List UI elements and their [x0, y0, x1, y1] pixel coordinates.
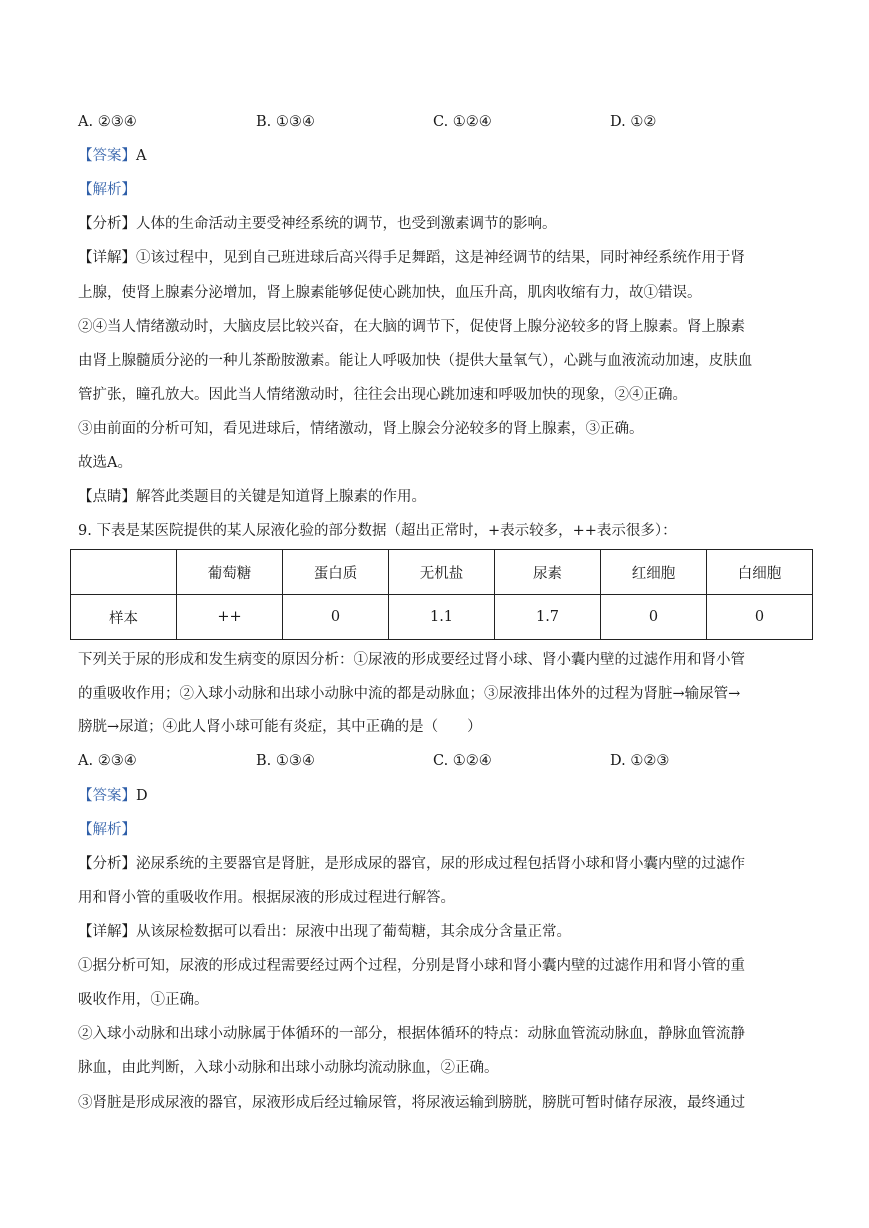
q8-xiangjie-line-1: 上腺，使肾上腺素分泌增加，肾上腺素能够促使心跳加快，血压升高，肌肉收缩有力，故①错误。 — [78, 285, 702, 301]
dianjing-text: 解答此类题目的关键是知道肾上腺素的作用。 — [136, 489, 426, 505]
table-cell: 0 — [283, 595, 389, 640]
q8-analysis-heading — [78, 180, 136, 200]
table-cell: 0 — [707, 595, 813, 640]
answer-value: D — [136, 788, 148, 804]
table-header-cell — [71, 550, 177, 595]
q8-xiangjie-line-0 — [78, 248, 745, 268]
q9-option-b: B. ①③④ — [256, 753, 315, 769]
q9-xiangjie-first — [78, 922, 571, 942]
table-cell: ++ — [177, 595, 283, 640]
fenxi-tag: 【分析】 — [78, 856, 136, 872]
fenxi-text: 人体的生命活动主要受神经系统的调节，也受到激素调节的影响。 — [136, 216, 557, 232]
table-cell: 1.7 — [495, 595, 601, 640]
table-header-cell: 白细胞 — [707, 550, 813, 595]
table-header-cell: 红细胞 — [601, 550, 707, 595]
xiangjie-text: 从该尿检数据可以看出：尿液中出现了葡萄糖，其余成分含量正常。 — [136, 924, 571, 940]
q9-xiangjie-line-2: ②入球小动脉和出球小动脉属于体循环的一部分，根据体循环的特点：动脉血管流动脉血，静脉血管流静 — [78, 1026, 745, 1042]
q8-xiangjie-line-3: 由肾上腺髓质分泌的一种儿茶酚胺激素。能让人呼吸加快（提供大量氧气），心跳与血液流动加速，皮肤血 — [78, 353, 753, 369]
q8-fenxi — [78, 214, 557, 234]
q9-option-c: C. ①②④ — [433, 753, 492, 769]
q9-fenxi-line-1: 用和肾小管的重吸收作用。根据尿液的形成过程进行解答。 — [78, 890, 455, 906]
q9-answer — [78, 786, 148, 806]
q8-option-a: A. ②③④ — [78, 114, 137, 130]
table-header-cell: 蛋白质 — [283, 550, 389, 595]
q8-option-c: C. ①②④ — [433, 114, 492, 130]
fenxi-text: 泌尿系统的主要器官是肾脏，是形成尿的器官，尿的形成过程包括肾小球和肾小囊内壁的过滤作 — [136, 856, 745, 872]
q8-option-d: D. ①② — [610, 114, 657, 130]
table-cell: 0 — [601, 595, 707, 640]
q9-option-d: D. ①②③ — [610, 753, 670, 769]
table-header-cell: 葡萄糖 — [177, 550, 283, 595]
answer-tag: 【答案】 — [78, 788, 136, 804]
q8-xiangjie-line-5: ③由前面的分析可知，看见进球后，情绪激动，肾上腺会分泌较多的肾上腺素，③正确。 — [78, 421, 644, 437]
table-cell: 1.1 — [389, 595, 495, 640]
q9-question-line-2: 膀胱→尿道；④此人肾小球可能有炎症，其中正确的是（ ） — [78, 719, 482, 735]
analysis-tag: 【解析】 — [78, 182, 136, 198]
q9-xiangjie-line-3: 脉血，由此判断，入球小动脉和出球小动脉均流动脉血，②正确。 — [78, 1060, 499, 1076]
q9-xiangjie-line-4: ③肾脏是形成尿液的器官，尿液形成后经过输尿管，将尿液运输到膀胱，膀胱可暂时储存尿液，最终通过 — [78, 1095, 745, 1111]
table-cell: 样本 — [71, 595, 177, 640]
xiangjie-tag: 【详解】 — [78, 250, 136, 266]
analysis-tag: 【解析】 — [78, 822, 136, 838]
q9-question-line-1: 的重吸收作用；②入球小动脉和出球小动脉中流的都是动脉血；③尿液排出体外的过程为肾脏→输尿管→ — [78, 686, 741, 702]
q8-answer — [78, 146, 146, 166]
q8-xiangjie-line-6: 故选A。 — [78, 455, 132, 471]
q9-analysis-heading — [78, 820, 136, 840]
xiangjie-text: ①该过程中，见到自己班进球后高兴得手足舞蹈，这是神经调节的结果，同时神经系统作用于肾 — [136, 250, 745, 266]
dianjing-tag: 【点睛】 — [78, 489, 136, 505]
q9-fenxi-line-0 — [78, 854, 745, 874]
table-header-cell: 尿素 — [495, 550, 601, 595]
q8-option-b: B. ①③④ — [256, 114, 315, 130]
answer-value: A — [136, 148, 147, 164]
q9-option-a: A. ②③④ — [78, 753, 137, 769]
table-header-cell: 无机盐 — [389, 550, 495, 595]
xiangjie-tag: 【详解】 — [78, 924, 136, 940]
q9-xiangjie-line-0: ①据分析可知，尿液的形成过程需要经过两个过程，分别是肾小球和肾小囊内壁的过滤作用和肾小管的重 — [78, 958, 745, 974]
q8-xiangjie-line-4: 管扩张，瞳孔放大。因此当人情绪激动时，往往会出现心跳加速和呼吸加快的现象，②④正确。 — [78, 387, 687, 403]
urine-test-table — [70, 549, 813, 640]
q9-question-line-0: 下列关于尿的形成和发生病变的原因分析：①尿液的形成要经过肾小球、肾小囊内壁的过滤作用和肾小管 — [78, 652, 745, 668]
q9-xiangjie-line-1: 吸收作用，①正确。 — [78, 992, 209, 1008]
q8-dianjing — [78, 487, 426, 507]
fenxi-tag: 【分析】 — [78, 216, 136, 232]
q8-xiangjie-line-2: ②④当人情绪激动时，大脑皮层比较兴奋，在大脑的调节下，促使肾上腺分泌较多的肾上腺素。肾上腺素 — [78, 319, 745, 335]
answer-tag: 【答案】 — [78, 148, 136, 164]
table-header-row — [71, 550, 813, 595]
q9-stem: 9. 下表是某医院提供的某人尿液化验的部分数据（超出正常时，+表示较多，++表示很多）： — [78, 523, 677, 539]
table-row — [71, 595, 813, 640]
